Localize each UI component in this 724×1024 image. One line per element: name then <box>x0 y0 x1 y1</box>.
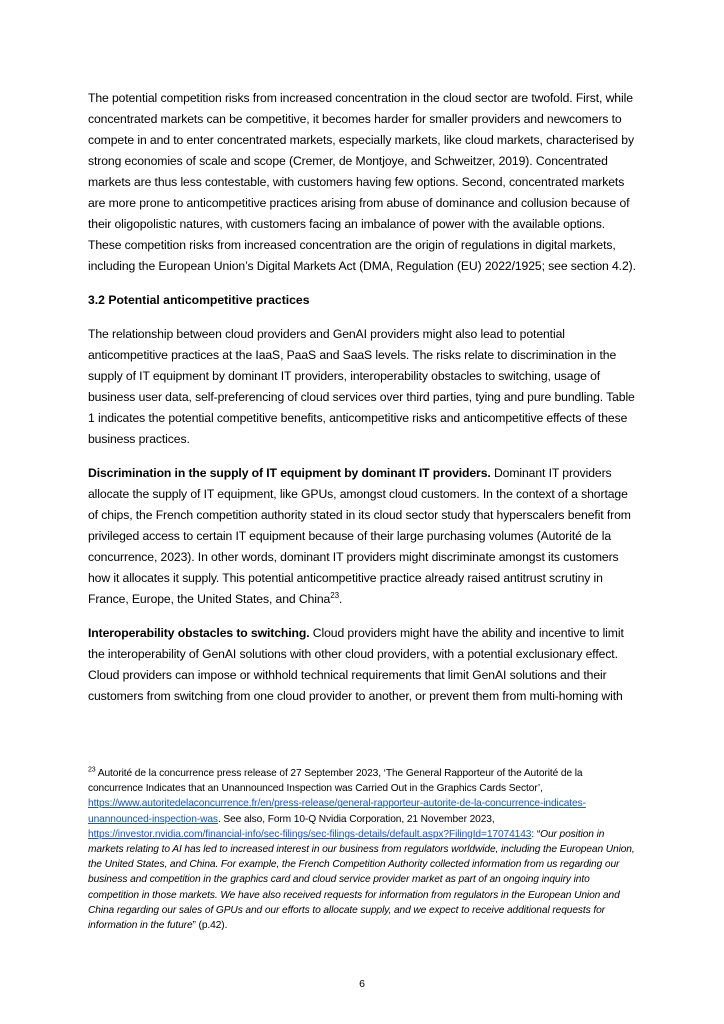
footnote-text-3: : “ <box>531 828 541 840</box>
paragraph-lead-interoperability: Interoperability obstacles to switching. <box>88 626 310 640</box>
paragraph-text-discrimination: Dominant IT providers allocate the supply of IT equipment, like GPUs, amongst cloud customers. In the context of a shortage of chips, the French competition authority stated in its cloud sector study that hyperscalers benefit from privileged access to certain IT equipment because of their large purchasing volumes (Autorité de la concurrence, 2023). In other words, dominant IT providers might discriminate amongst its customers how it allocates it supply. This potential anticompetitive practice already raised antitrust scrutiny in France, Europe, the United States, and China <box>88 466 631 606</box>
footnote <box>88 766 636 933</box>
paragraph-anticompetitive-practices: The relationship between cloud providers and GenAI providers might also lead to potential anticompetitive practices at the IaaS, PaaS and SaaS levels. The risks relate to discrimination in the supply of IT equipment by dominant IT providers, interoperability obstacles to switching, usage of business user data, self-preferencing of cloud services over third parties, tying and pure bundling. Table 1 indicates the potential competitive benefits, anticompetitive risks and anticompetitive effects of these business practices. <box>88 327 635 446</box>
paragraph-concentration-risks: The potential competition risks from increased concentration in the cloud sector are twofold. First, while concentrated markets can be competitive, it becomes harder for smaller providers and newcomers to compete in and to enter concentrated markets, especially markets, like cloud markets, characterised by strong economies of scale and scope (Cremer, de Montjoye, and Schweitzer, 2019). Concentrated markets are thus less contestable, with customers having few options. Second, concentrated markets are more prone to anticompetitive practices arising from abuse of dominance and collusion because of their oligopolistic natures, with customers facing an imbalance of power with the available options. These competition risks from increased concentration are the origin of regulations in digital markets, including the European Union’s Digital Markets Act (DMA, Regulation (EU) 2022/1925; see section 4.2). <box>88 91 636 273</box>
document-body <box>88 88 636 707</box>
paragraph-end: . <box>338 592 343 606</box>
footnote-text <box>88 766 636 933</box>
paragraph-text-interoperability: Cloud providers might have the ability and incentive to limit the interoperability of GenAI solutions with other cloud providers, with a potential exclusionary effect. Cloud providers can impose or withhold technical requirements that limit GenAI solutions and their customers from switching from one cloud provider to another, or prevent them from multi-homing with <box>88 626 624 703</box>
page-number: 6 <box>359 978 365 990</box>
section-heading: 3.2 Potential anticompetitive practices <box>88 293 310 307</box>
footnote-reference[interactable]: 23 <box>330 590 339 600</box>
autorite-press-release-link[interactable]: https://www.autoritedelaconcurrence.fr/en/press-release/general-rapporteur-autorite-de-la-concurrence-indicates-unannounced-inspection-was <box>88 798 586 825</box>
nvidia-quote: Our position in markets relating to AI has led to increased interest in our business from regulators worldwide, including the European Union, the United States, and China. For example, the French Competition Authority collected information from us regarding our business and competition in the graphics card and cloud service provider market as part of an ongoing inquiry into competition in those markets. We have also received requests for information from regulators in the European Union and China regarding our sales of GPUs and our efforts to allocate supply, and we expect to receive additional requests for information in the future <box>88 828 635 932</box>
footnote-text-2: . See also, Form 10-Q Nvidia Corporation, 21 November 2023, <box>217 813 495 825</box>
footnote-number: 23 <box>88 766 96 774</box>
footnote-text-4: ” (p.42). <box>192 920 228 932</box>
nvidia-sec-filing-link[interactable]: https://investor.nvidia.com/financial-info/sec-filings/sec-filings-details/default.aspx?FilingId=17074143 <box>88 828 532 840</box>
footnote-text-1: Autorité de la concurrence press release of 27 September 2023, ‘The General Rapporteur of the Autorité de la concurrence Indicates that an Unannounced Inspection was Carried Out in the Graphics Cards Sector’, <box>88 768 583 795</box>
paragraph-lead-discrimination: Discrimination in the supply of IT equipment by dominant IT providers. <box>88 466 491 480</box>
paragraph-discrimination <box>88 463 636 610</box>
paragraph-interoperability <box>88 623 636 707</box>
